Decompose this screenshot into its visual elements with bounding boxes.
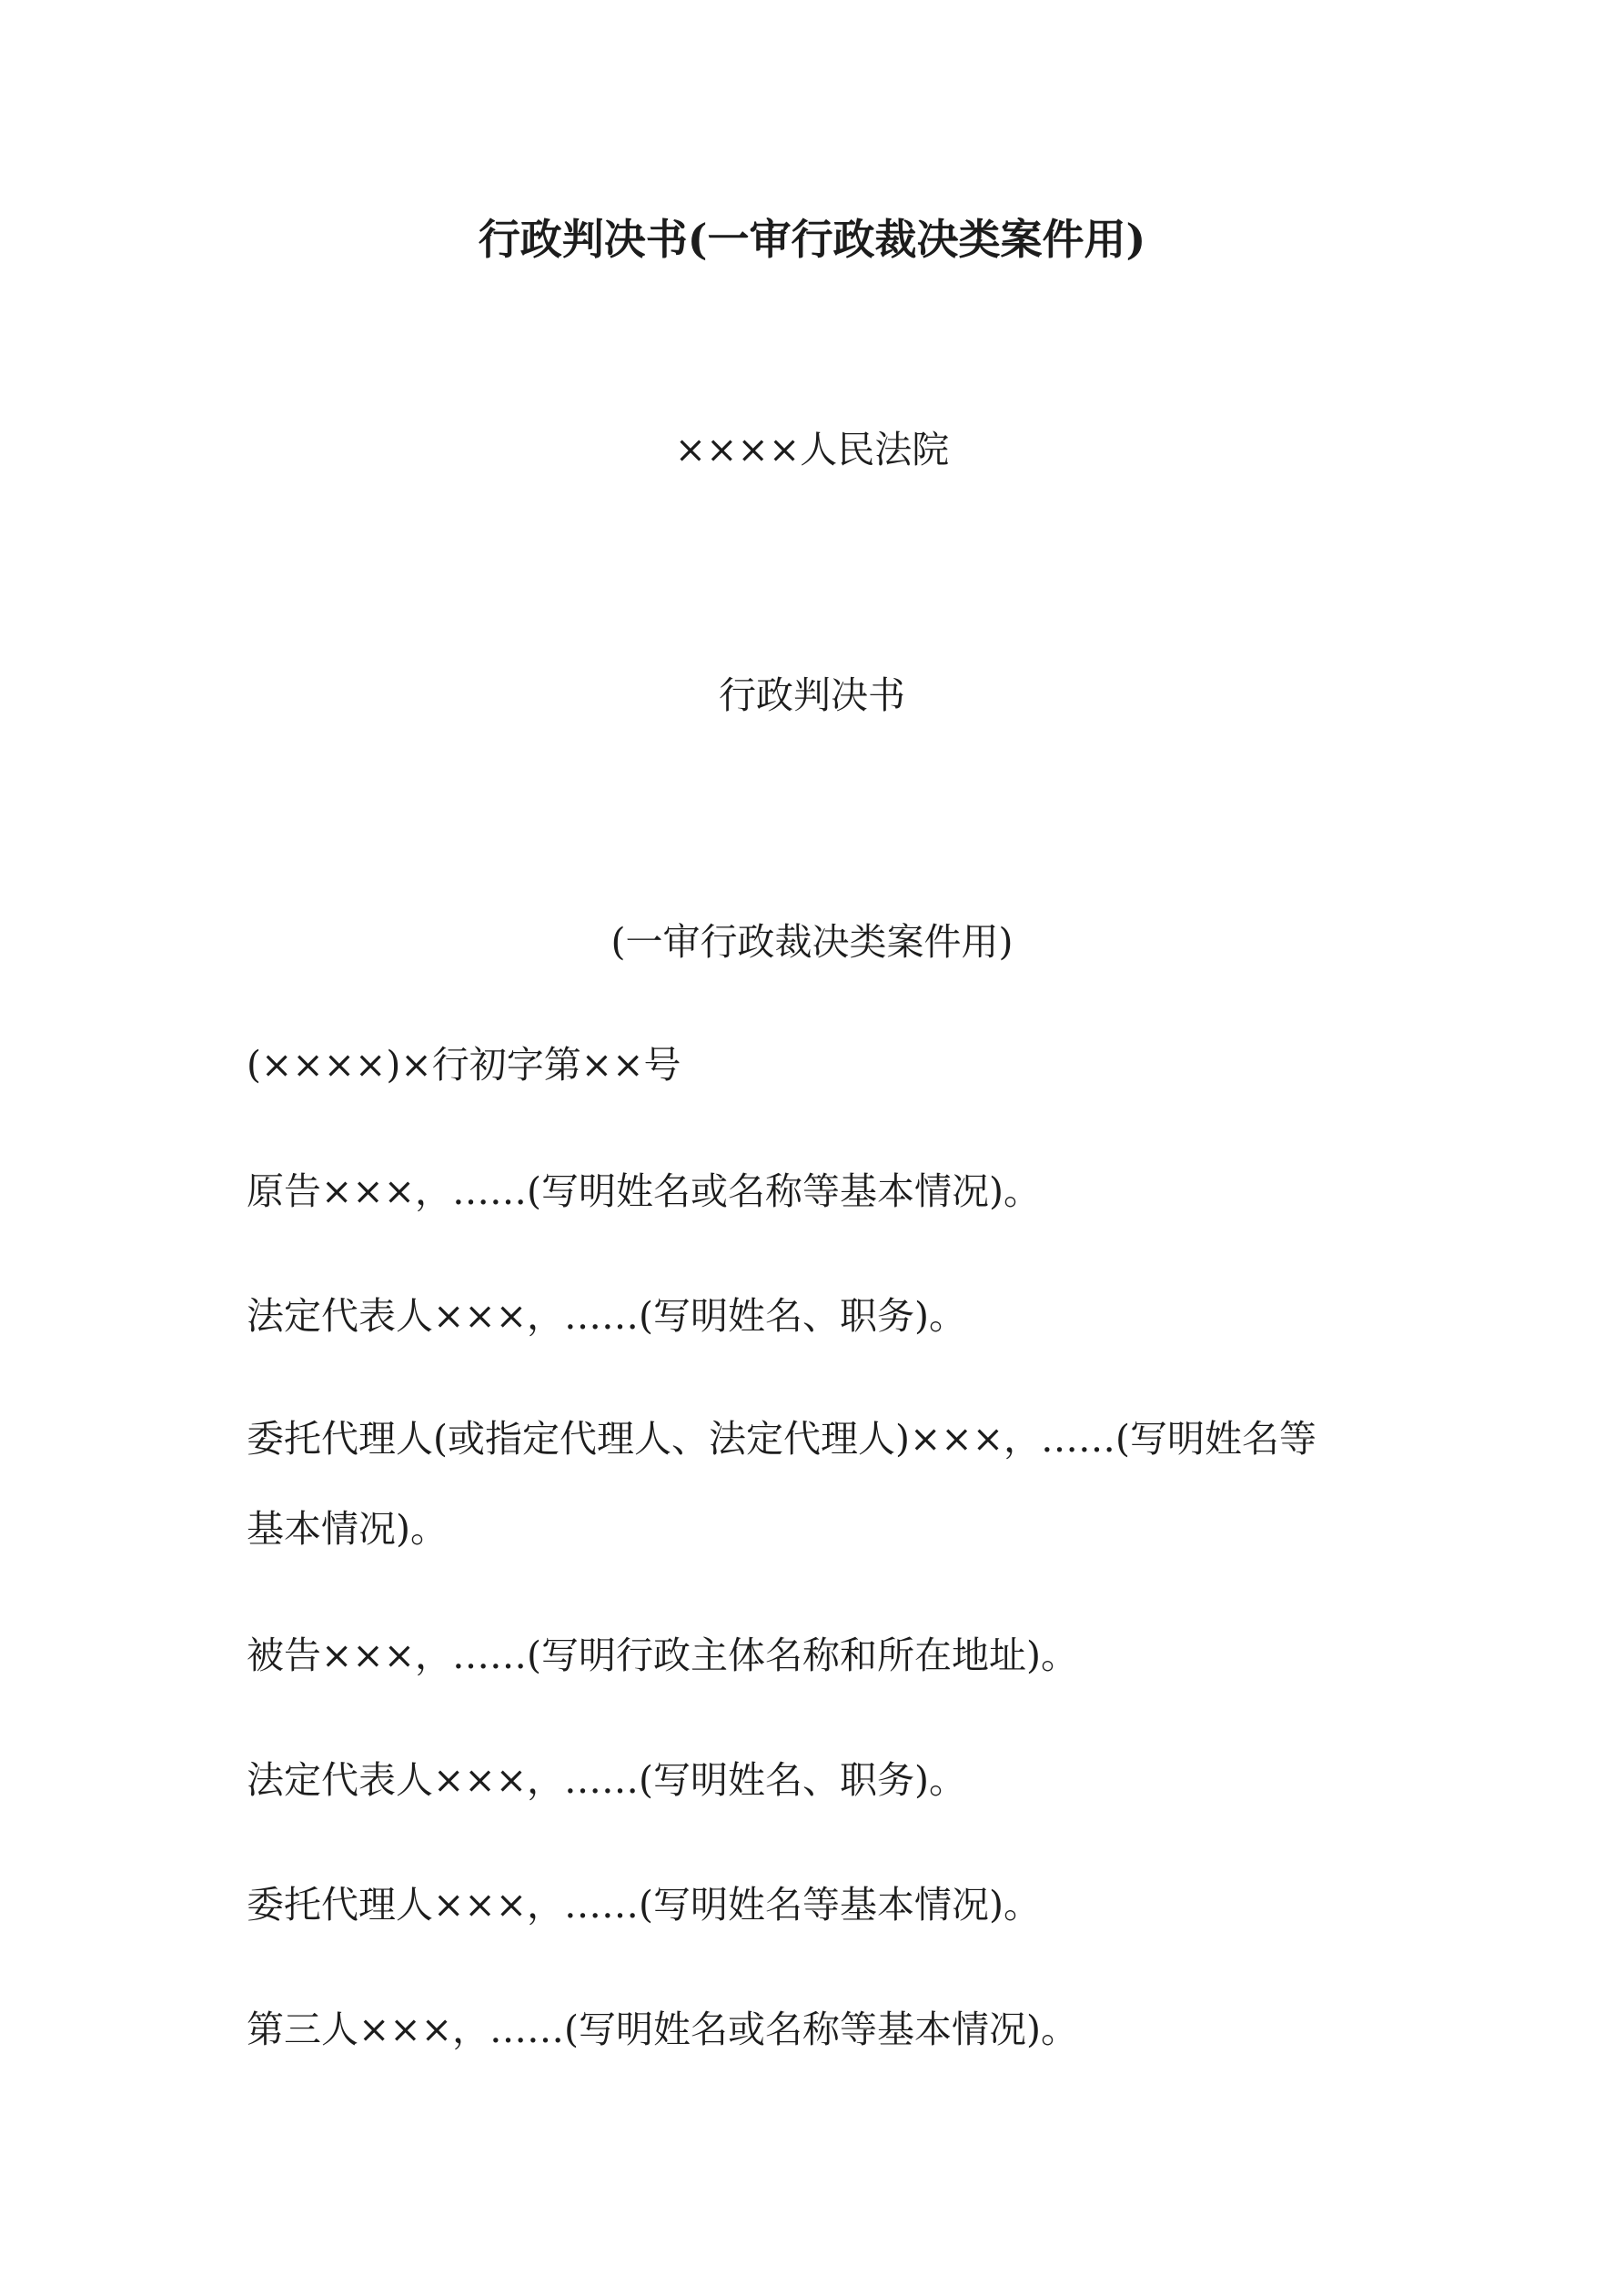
plaintiff-agent-paragraph-line1: 委托代理人(或指定代理人、法定代理人)×××，……(写明姓名等 (247, 1417, 1317, 1461)
court-name: ××××人民法院 (674, 428, 950, 471)
case-number: (××××)×行初字第××号 (247, 1043, 681, 1087)
document-subtitle: (一审行政裁决类案件用) (610, 920, 1014, 964)
plaintiff-legal-rep-paragraph: 法定代表人×××，……(写明姓名、职务)。 (247, 1294, 967, 1338)
plaintiff-agent-paragraph-line2: 基本情况)。 (247, 1507, 448, 1551)
third-party-paragraph: 第三人×××，……(写明姓名或名称等基本情况)。 (247, 2008, 1079, 2051)
defendant-agent-paragraph: 委托代理人×××，……(写明姓名等基本情况)。 (247, 1883, 1042, 1927)
document-type: 行政判决书 (719, 673, 905, 717)
document-title: 行政判决书(一审行政裁决类案件用) (478, 215, 1146, 264)
defendant-legal-rep-paragraph: 法定代表人×××，……(写明姓名、职务)。 (247, 1758, 967, 1802)
defendant-paragraph: 被告×××，……(写明行政主体名称和所在地址)。 (247, 1633, 1079, 1677)
plaintiff-paragraph: 原告×××，……(写明姓名或名称等基本情况)。 (247, 1169, 1042, 1213)
